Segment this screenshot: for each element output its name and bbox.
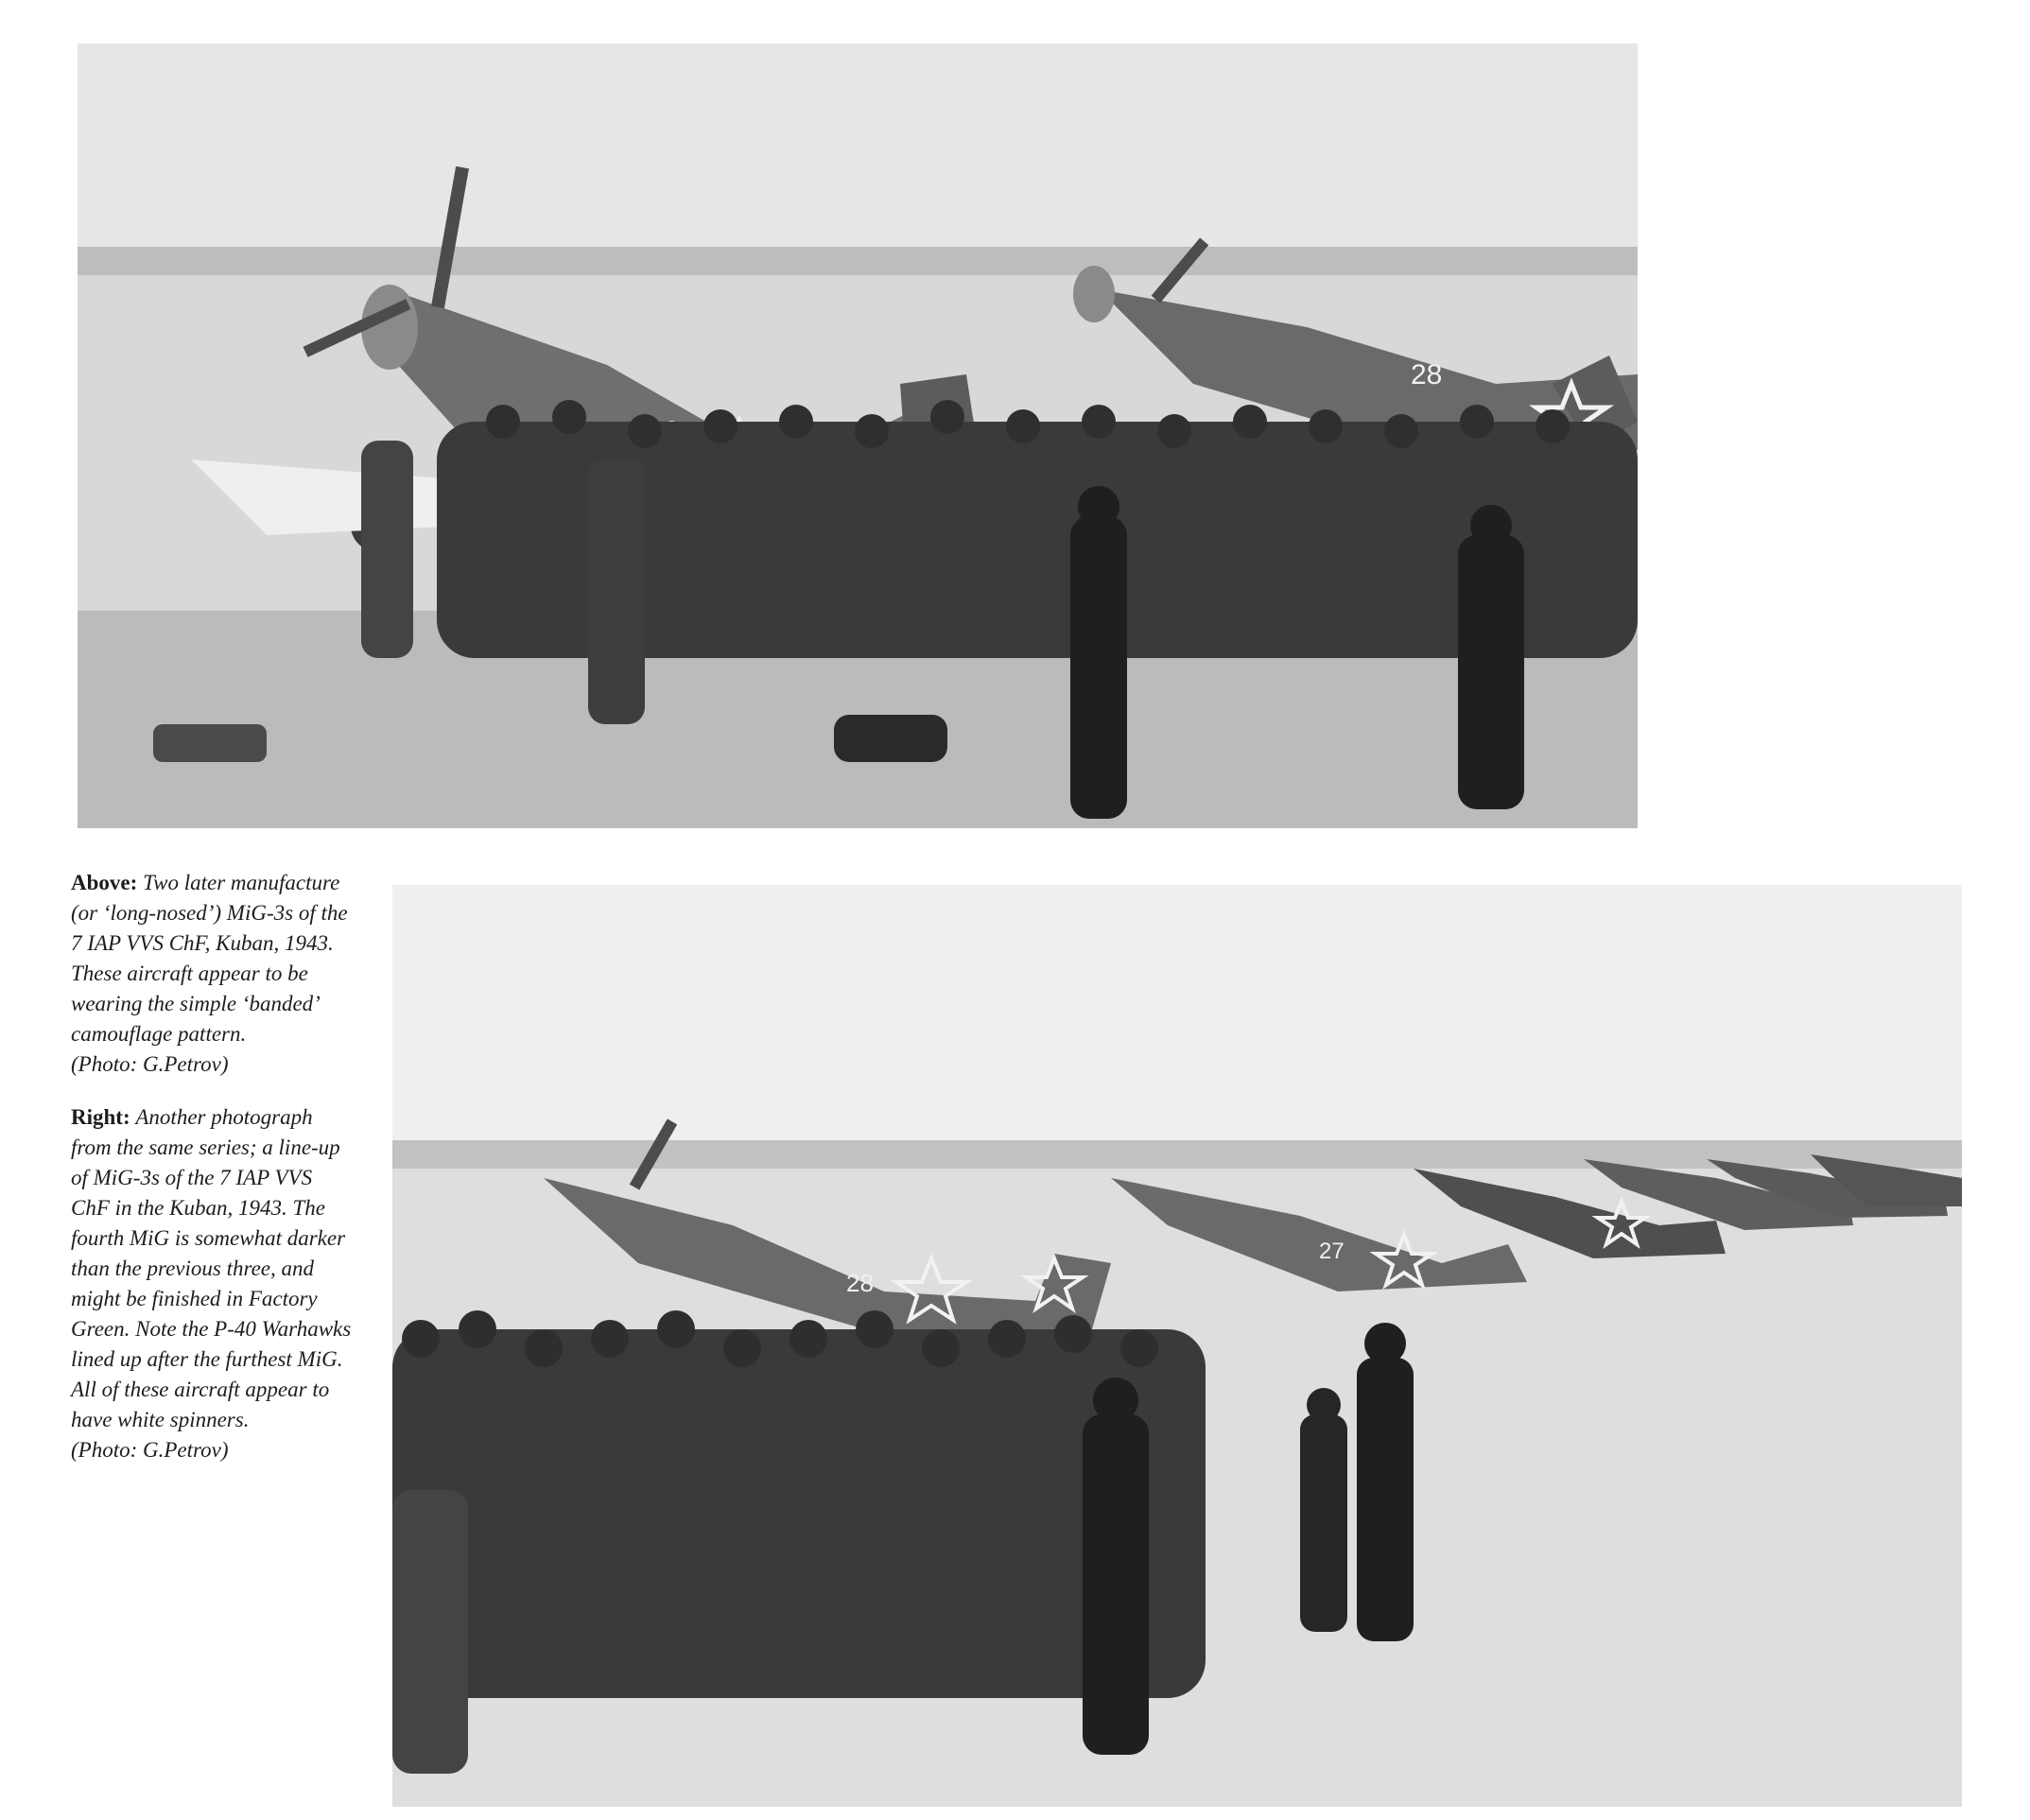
photo-above — [78, 43, 1638, 828]
photo-above-image — [78, 43, 1638, 828]
caption-column — [71, 868, 355, 1488]
caption-above — [71, 868, 355, 1080]
caption-above-credit: (Photo: G.Petrov) — [71, 1052, 229, 1076]
caption-right-text: Another photograph from the same series; a line-up of MiG-3s of the 7 IAP VVS ChF in the Kuban, 1943. The fourth MiG is somewhat darker than the previous three, and might be finished in Factory Green. Note the P-40 Warhawks lined up after the furthest MiG. All of these aircraft appear to have white spinners. — [71, 1105, 352, 1431]
photo-right-image — [392, 885, 1962, 1807]
caption-above-lead: Above: — [71, 871, 138, 894]
photo-right — [392, 885, 1962, 1807]
lineup-tail-number-1: 28 — [846, 1269, 874, 1297]
caption-right-credit: (Photo: G.Petrov) — [71, 1438, 229, 1462]
caption-right-lead: Right: — [71, 1105, 130, 1129]
caption-right — [71, 1102, 355, 1465]
lineup-tail-number-2: 27 — [1319, 1239, 1345, 1264]
caption-above-text: Two later manufacture (or ‘long-nosed’) MiG-3s of the 7 IAP VVS ChF, Kuban, 1943. These aircraft appear to be wearing the simple ‘banded’ camouflage pattern. — [71, 871, 348, 1046]
tail-number-right: 28 — [1411, 359, 1443, 390]
